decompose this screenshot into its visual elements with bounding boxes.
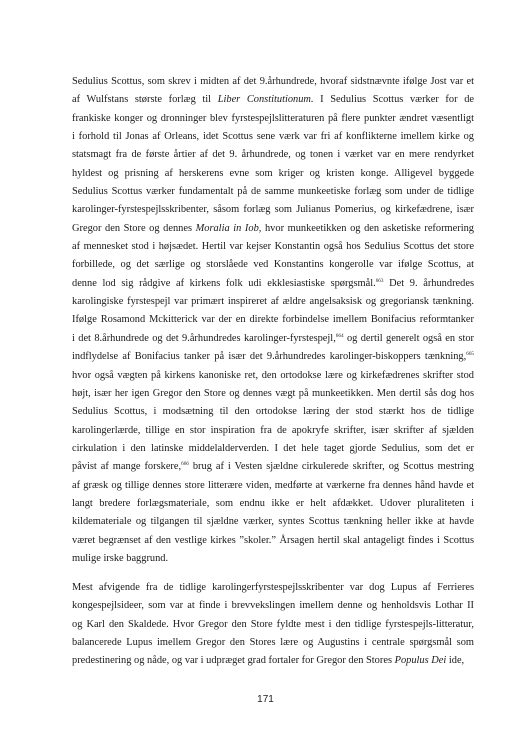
page-number: 171 <box>257 694 274 705</box>
text-segment: i forhold til Jonas af Orleans, idet Scottus sene værk var fri af konflikterne imellem kirke og <box>72 131 474 143</box>
text-segment: kildemateriale og tilgangen til sjældne værker, syntes Scottus tænkning heller ikke at havde <box>72 516 474 528</box>
text-segment: påvist af mange forskere, <box>72 461 182 473</box>
text-segment: højt, især her igen Gregor den Store og dennes vægt på munkeetikken. Men dertil sås dog hos <box>72 387 474 399</box>
text-segment: og dertil generelt også en stor <box>343 332 474 344</box>
text-segment: Sedulius Scottus, som skrev i midten af det 9.århundrede, hvoraf sidstnævnte ifølge Jost var et <box>72 76 474 87</box>
italic-title-text: Populus Dei <box>394 655 447 667</box>
text-line <box>72 165 474 183</box>
text-segment: brug af i Vesten sjældne cirkulerede skrifter, og Scottus mestring <box>188 461 474 473</box>
text-line <box>72 183 474 201</box>
text-segment: forbillede, og det særlige og storslåede ved Konstantins kongerolle var ifølge Scottus, at <box>72 259 474 271</box>
text-segment: ide, <box>446 655 465 667</box>
text-segment: cirkulation i den latinske middelalderverden. I det hele taget gjorde Sedulius, som det er <box>72 442 474 454</box>
text-segment: predestinering og nåde, og var i udpræget grad fortaler for Gregor den Stores <box>72 655 395 667</box>
text-line <box>72 220 474 238</box>
text-line <box>72 403 474 421</box>
text-line <box>72 110 474 128</box>
text-line <box>72 238 474 256</box>
italic-title-text: Liber Constitutionum. <box>217 94 314 106</box>
footnote-marker: 666 <box>181 461 189 468</box>
text-line <box>72 293 474 311</box>
text-segment: frankiske konger og dronninger blev fyrstespejlslitteraturen på flere punkter ændret væsentligt <box>72 112 474 124</box>
text-segment: Det 9. århundredes <box>383 277 474 289</box>
text-line <box>72 201 474 219</box>
text-line <box>72 532 474 550</box>
footnote-marker: 664 <box>335 332 344 339</box>
text-segment: kongespejlsideer, som var at finde i brevvekslingen imellem denne og henholdsvis Lothar II <box>72 600 474 612</box>
text-segment: af græsk og tillige dennes store litterære viden, medførte at værkerne fra dennes hånd havde et <box>72 479 474 491</box>
italic-title-text: Moralia in Iob, <box>195 222 262 234</box>
text-segment: Mest afvigende fra de tidlige karolingerfyrstespejlsskribenter var dog Lupus af Ferrieres <box>72 582 474 593</box>
text-line <box>72 616 474 634</box>
text-segment: Sedulius Scottus værker fundamentalt på de samme munkeetiske forlæg som under de tidlige <box>72 186 474 198</box>
text-segment: og Karl den Skaldede. Hvor Gregor den Store fyldte mest i den tidlige fyrstespejls-litteratur, <box>72 618 474 630</box>
text-line <box>72 513 474 531</box>
text-segment: Ifølge Rosamond Mckitterick var der en direkte forbindelse imellem Bonifacius reformtanker <box>72 314 474 326</box>
text-segment: indflydelse af Bonifacius tanker på især det 9.århundredes karolinger-biskoppers tænkning, <box>72 351 467 363</box>
text-segment: af Wulfstans største forlæg til <box>72 94 218 106</box>
text-line <box>72 422 474 440</box>
text-segment: hyldest og prisning af herskerens evne som kriger og kristen konge. Alligevel byggede <box>72 167 474 179</box>
text-segment: af mennesket stod i højsædet. Hertil var kejser Konstantin også hos Sedulius Scottus det store <box>72 241 474 253</box>
text-line <box>72 550 474 568</box>
text-segment: været begrænset af den vestlige kirkes ”skoler.” Årsagen hertil skal antageligt findes i Scottus <box>72 534 474 546</box>
body-paragraph <box>72 579 474 671</box>
text-line <box>72 440 474 458</box>
text-segment: langt bredere forlægsmateriale, som endnu ikke er helt afdækket. Udover pluraliteten i <box>72 497 474 509</box>
body-paragraph <box>72 73 474 568</box>
text-segment: balancerede Lupus imellem Gregor den Stores lære og Augustins i centrale spørgsmål som <box>72 637 474 649</box>
text-line <box>72 495 474 513</box>
text-line <box>72 128 474 146</box>
text-line <box>72 146 474 164</box>
text-line <box>72 91 474 109</box>
text-line <box>72 458 474 476</box>
text-line <box>72 348 474 366</box>
text-segment: hvor også vægten på kirkens kanoniske ret, den ortodokse lære og kirkefædrenes skrifter stod <box>72 369 474 381</box>
text-segment: Gregor den Store og dennes <box>72 222 196 234</box>
footnote-marker: 663 <box>375 277 384 284</box>
footnote-marker: 665 <box>466 351 474 358</box>
text-segment: karolingerlærde, tillige en stor inspiration fra de apokryfe skrifter, især skrifter af sjælden <box>72 424 474 436</box>
text-segment: mulige irske baggrund. <box>72 552 169 564</box>
text-line <box>72 256 474 274</box>
text-segment: karolingiske fyrstespejl var primært inspireret af ældre angelsaksisk og gregoriansk tænkning. <box>72 296 474 308</box>
text-segment: I Sedulius Scottus værker for de <box>313 94 474 106</box>
text-line <box>72 367 474 385</box>
text-segment: hvor munkeetikken og den asketiske reformering <box>261 222 474 234</box>
text-line <box>72 385 474 403</box>
text-line <box>72 477 474 495</box>
text-line <box>72 73 474 91</box>
text-segment: denne lod sig rådgive af kirkens folk udi ekklesiastiske spørgsmål. <box>72 277 376 289</box>
text-line <box>72 652 474 670</box>
text-line <box>72 579 474 597</box>
text-line <box>72 311 474 329</box>
text-line <box>72 330 474 348</box>
text-segment: statsmagt fra de første årtier af det 9. århundrede, og tonen i værket var en mere rendyrket <box>72 149 474 161</box>
text-line <box>72 275 474 293</box>
text-segment: i det 8.århundrede og det 9.århundredes karolinger-fyrstespejl, <box>72 332 336 344</box>
text-line <box>72 597 474 615</box>
text-line <box>72 634 474 652</box>
text-segment: Sedulius Scottus, i modsætning til den ortodokse læring der stod stærkt hos de tidlige <box>72 406 474 418</box>
text-segment: karolinger-fyrstespejlsskribenter, såsom forlæg som Julianus Pomerius, og kirkefædrene, især <box>72 204 474 216</box>
